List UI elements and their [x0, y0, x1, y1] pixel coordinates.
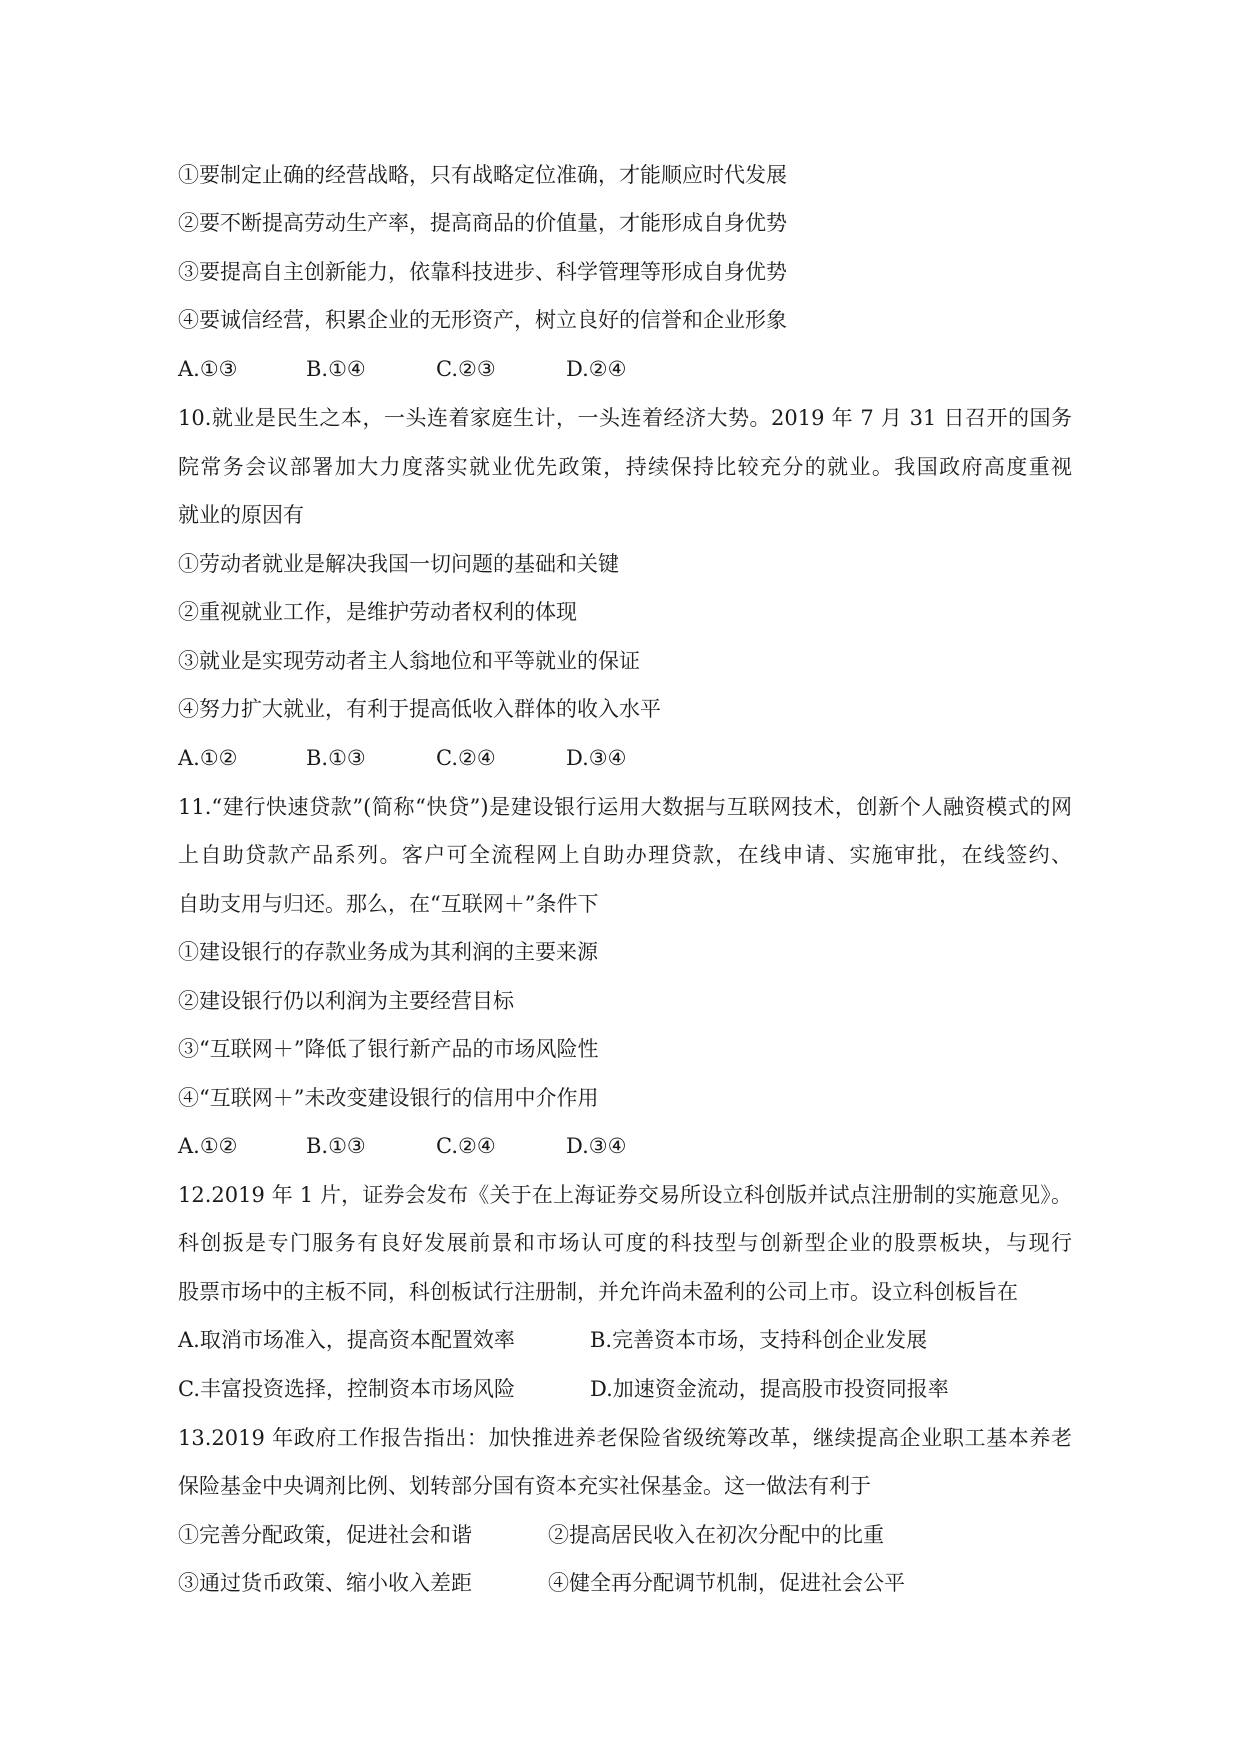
q12-option-a: A.取消市场准入，提高资本配置效率: [178, 1328, 515, 1352]
q11-option-b: B.①③: [306, 1134, 366, 1158]
q10-option-b: B.①③: [306, 746, 366, 770]
q11-option-d: D.③④: [566, 1134, 627, 1158]
q10-item-2: ②重视就业工作，是维护劳动者权利的体现: [178, 600, 577, 624]
q10-item-3: ③就业是实现劳动者主人翁地位和平等就业的保证: [178, 649, 640, 673]
q11-option-a: A.①②: [178, 1134, 238, 1158]
q11-stem-line-1: 11.“建行快速贷款”(简称“快贷”)是建设银行运用大数据与互联网技术，创新个人融资模式的网: [178, 795, 1072, 819]
q9-item-3: ③要提高自主创新能力，依靠科技进步、科学管理等形成自身优势: [178, 260, 787, 284]
q13-item-4: ④健全再分配调节机制，促进社会公平: [548, 1571, 905, 1595]
q10-item-4: ④努力扩大就业，有利于提高低收入群体的收入水平: [178, 697, 661, 721]
q13-item-1: ①完善分配政策，促进社会和谐: [178, 1523, 472, 1547]
q9-option-d: D.②④: [566, 357, 627, 381]
q12-option-d: D.加速资金流动，提高股市投资同报率: [590, 1377, 949, 1401]
q13-item-2: ②提高居民收入在初次分配中的比重: [548, 1523, 884, 1547]
q13-item-3: ③通过货币政策、缩小收入差距: [178, 1571, 472, 1595]
q12-stem-line-3: 股票市场中的主板不同，科创板试行注册制，并允许尚未盈利的公司上市。设立科创板旨在: [178, 1280, 1018, 1304]
q10-option-d: D.③④: [566, 746, 627, 770]
q11-stem-line-3: 自助支用与归还。那么，在“互联网＋”条件下: [178, 892, 599, 916]
q11-item-4: ④“互联网＋”未改变建设银行的信用中介作用: [178, 1086, 599, 1110]
q12-stem-line-2: 科创扳是专门服务有良好发展前景和市场认可度的科技型与创新型企业的股票板块，与现行: [178, 1231, 1072, 1255]
q9-option-a: A.①③: [178, 357, 238, 381]
q13-stem-line-2: 保险基金中央调剂比例、划转部分国有资本充实社保基金。这一做法有利于: [178, 1474, 871, 1498]
q10-stem-line-3: 就业的原因有: [178, 503, 304, 527]
q11-item-3: ③“互联网＋”降低了银行新产品的市场风险性: [178, 1037, 599, 1061]
q11-stem-line-2: 上自助贷款产品系列。客户可全流程网上自助办理贷款，在线申请、实施审批，在线签约、: [178, 843, 1072, 867]
q9-item-2: ②要不断提高劳动生产率，提高商品的价值量，才能形成自身优势: [178, 211, 787, 235]
q11-option-c: C.②④: [436, 1134, 496, 1158]
q9-item-1: ①要制定止确的经营战略，只有战略定位准确，才能顺应时代发展: [178, 163, 787, 187]
q12-option-c: C.丰富投资选择，控制资本市场风险: [178, 1377, 515, 1401]
q10-option-c: C.②④: [436, 746, 496, 770]
q10-stem-line-1: 10.就业是民生之本，一头连着家庭生计，一头连着经济大势。2019 年 7 月 31 日召开的国务: [178, 406, 1072, 430]
q9-item-4: ④要诚信经营，积累企业的无形资产，树立良好的信誉和企业形象: [178, 308, 787, 332]
q10-item-1: ①劳动者就业是解决我国一切问题的基础和关键: [178, 552, 619, 576]
q9-option-b: B.①④: [306, 357, 366, 381]
q12-stem-line-1: 12.2019 年 1 片，证券会发布《关于在上海证券交易所设立科创版并试点注册制的实施意见》。: [178, 1183, 1072, 1207]
q11-item-1: ①建设银行的存款业务成为其利润的主要来源: [178, 940, 598, 964]
q10-stem-line-2: 院常务会议部署加大力度落实就业优先政策，持续保持比较充分的就业。我国政府高度重视: [178, 455, 1072, 479]
q12-option-b: B.完善资本市场，支持科创企业发展: [590, 1328, 928, 1352]
q9-option-c: C.②③: [436, 357, 496, 381]
q11-item-2: ②建设银行仍以利润为主要经营目标: [178, 989, 514, 1013]
q10-option-a: A.①②: [178, 746, 238, 770]
q13-stem-line-1: 13.2019 年政府工作报告指出：加快推进养老保险省级统筹改革，继续提高企业职工基本养老: [178, 1426, 1072, 1450]
